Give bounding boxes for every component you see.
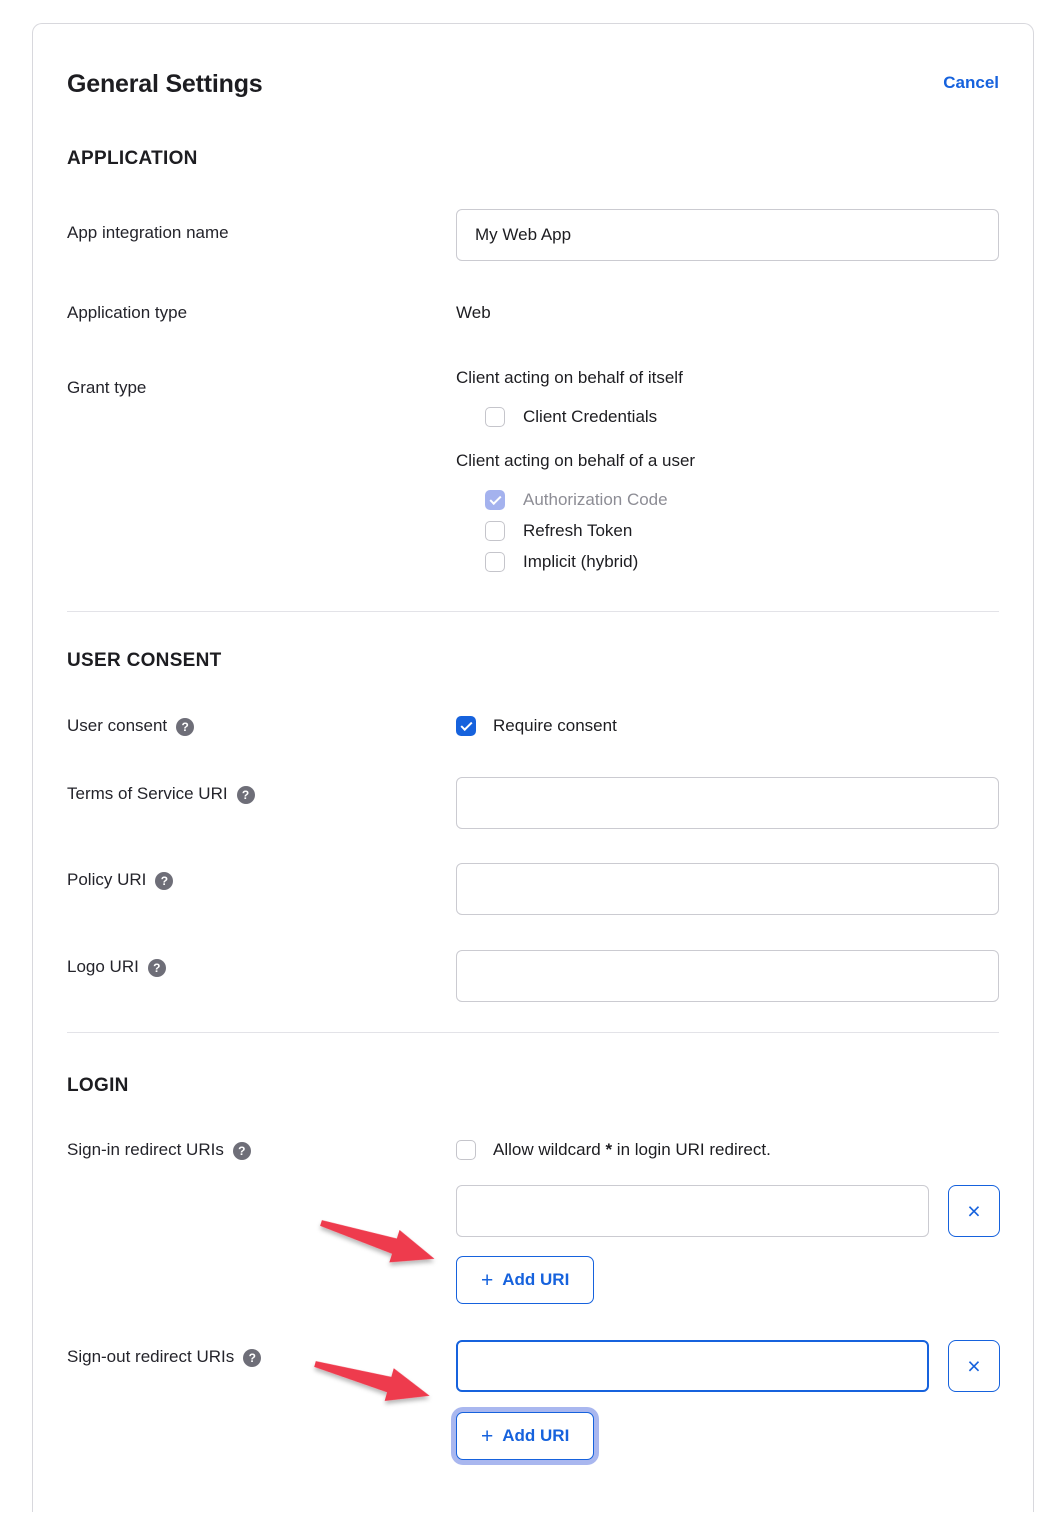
policy-uri-label-text: Policy URI	[67, 870, 147, 889]
authorization-code-label: Authorization Code	[523, 490, 668, 509]
client-credentials-label: Client Credentials	[523, 407, 658, 426]
logo-uri-label	[67, 950, 456, 1002]
client-credentials-checkbox[interactable]	[485, 407, 505, 427]
card-header	[67, 70, 999, 99]
app-type-value: Web	[456, 303, 491, 322]
grant-option-refresh-token	[456, 521, 999, 541]
app-type-row	[67, 303, 999, 323]
section-divider	[67, 611, 999, 612]
wildcard-star: *	[605, 1140, 613, 1159]
refresh-token-label: Refresh Token	[523, 521, 633, 540]
tos-uri-label	[67, 777, 456, 829]
app-name-row	[67, 209, 999, 261]
signin-uri-remove-button[interactable]	[948, 1185, 1000, 1237]
allow-wildcard-checkbox[interactable]	[456, 1140, 476, 1160]
user-consent-label	[67, 716, 456, 736]
grant-option-authorization-code	[456, 490, 999, 510]
signout-redirect-help-icon[interactable]: ?	[243, 1349, 261, 1367]
require-consent-checkbox[interactable]	[456, 716, 476, 736]
signout-redirect-uri-input[interactable]	[456, 1340, 929, 1392]
wildcard-option	[456, 1140, 1000, 1160]
require-consent-label: Require consent	[493, 716, 617, 735]
wildcard-label-post: in login URI redirect.	[612, 1140, 771, 1159]
authorization-code-checkbox	[485, 490, 505, 510]
logo-uri-input[interactable]	[456, 950, 999, 1002]
signout-uri-line	[456, 1340, 1000, 1392]
user-consent-row	[67, 716, 999, 736]
page-title: General Settings	[67, 70, 263, 98]
implicit-hybrid-label: Implicit (hybrid)	[523, 552, 639, 571]
refresh-token-checkbox[interactable]	[485, 521, 505, 541]
app-name-input[interactable]	[456, 209, 999, 261]
user-consent-label-text: User consent	[67, 716, 168, 735]
logo-uri-help-icon[interactable]: ?	[148, 959, 166, 977]
plus-icon: +	[481, 1268, 494, 1292]
tos-uri-input[interactable]	[456, 777, 999, 829]
grant-type-row	[67, 368, 999, 572]
signout-add-uri-button[interactable]	[456, 1412, 594, 1460]
wildcard-label-pre: Allow wildcard	[493, 1140, 606, 1159]
plus-icon: +	[481, 1424, 494, 1448]
tos-uri-label-text: Terms of Service URI	[67, 784, 228, 803]
user-consent-section-heading: USER CONSENT	[67, 650, 222, 671]
close-icon: ×	[967, 1197, 981, 1224]
allow-wildcard-label	[493, 1140, 771, 1160]
login-section-heading: LOGIN	[67, 1075, 129, 1096]
grant-group-self-heading: Client acting on behalf of itself	[456, 368, 683, 387]
signin-redirect-label	[67, 1140, 456, 1340]
grant-option-implicit-hybrid	[456, 552, 999, 572]
grant-type-label: Grant type	[67, 378, 147, 397]
logo-uri-label-text: Logo URI	[67, 957, 139, 976]
signin-redirect-help-icon[interactable]: ?	[233, 1142, 251, 1160]
signin-redirect-label-text: Sign-in redirect URIs	[67, 1140, 224, 1159]
policy-uri-label	[67, 863, 456, 915]
signin-uri-line	[456, 1185, 1000, 1237]
grant-group-user-heading: Client acting on behalf of a user	[456, 451, 696, 470]
app-name-label: App integration name	[67, 223, 229, 242]
add-uri-label: Add URI	[502, 1426, 570, 1445]
application-section-heading: APPLICATION	[67, 148, 198, 169]
close-icon: ×	[967, 1352, 981, 1379]
signin-redirect-uri-input[interactable]	[456, 1185, 929, 1237]
grant-option-client-credentials	[456, 407, 999, 427]
add-uri-label: Add URI	[502, 1270, 570, 1289]
policy-uri-help-icon[interactable]: ?	[155, 872, 173, 890]
general-settings-card	[32, 23, 1034, 1512]
cancel-button[interactable]: Cancel	[943, 73, 999, 92]
signout-uri-remove-button[interactable]	[948, 1340, 1000, 1392]
signin-redirect-row	[67, 1140, 999, 1340]
logo-uri-row	[67, 950, 999, 1002]
signin-add-uri-button[interactable]	[456, 1256, 594, 1304]
user-consent-help-icon[interactable]: ?	[176, 718, 194, 736]
signout-redirect-label-text: Sign-out redirect URIs	[67, 1347, 235, 1366]
policy-uri-input[interactable]	[456, 863, 999, 915]
implicit-hybrid-checkbox[interactable]	[485, 552, 505, 572]
section-divider	[67, 1032, 999, 1033]
tos-uri-row	[67, 777, 999, 829]
signout-redirect-row	[67, 1340, 999, 1460]
tos-uri-help-icon[interactable]: ?	[237, 786, 255, 804]
app-type-label: Application type	[67, 303, 188, 322]
signout-redirect-label	[67, 1340, 456, 1460]
policy-uri-row	[67, 863, 999, 915]
